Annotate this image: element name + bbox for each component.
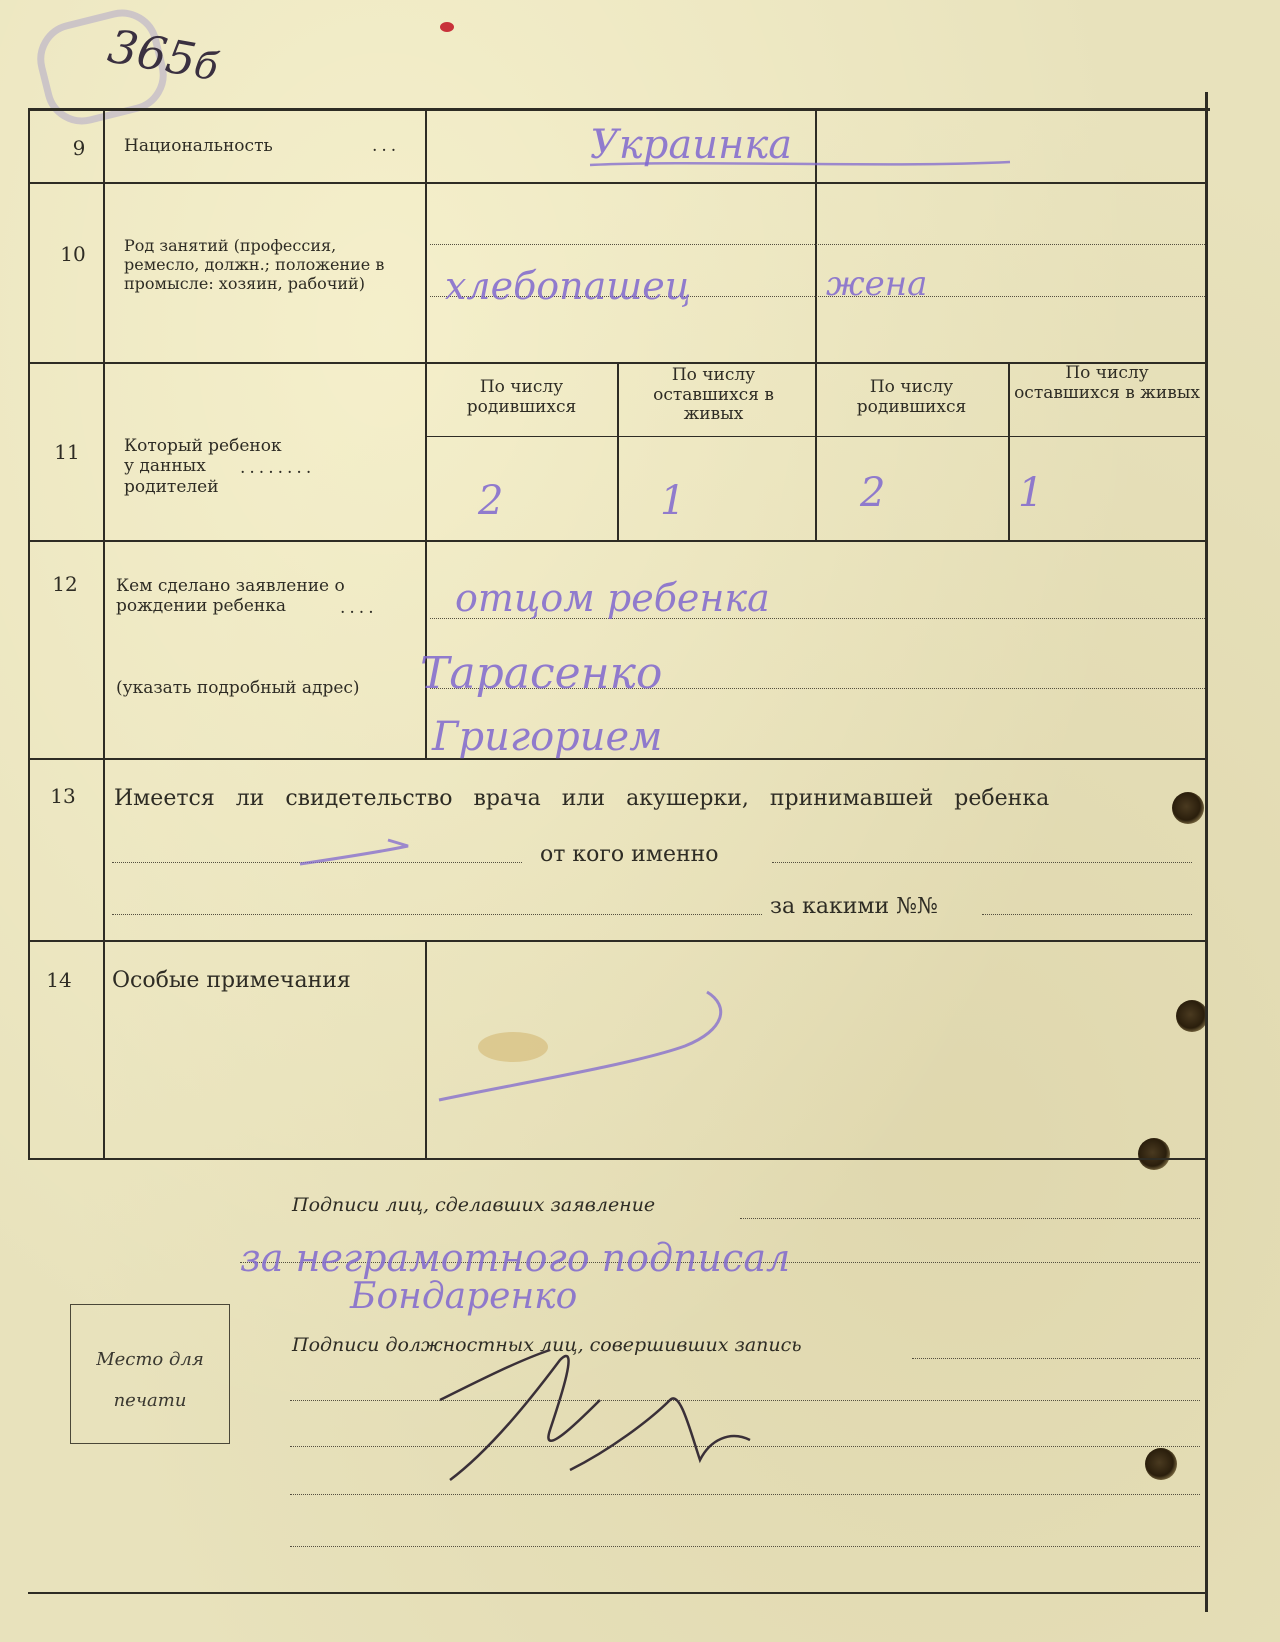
dash-stroke [300,838,420,868]
row-divider-9 [28,182,1208,184]
parent-column-divider [815,108,817,540]
dotted-line [112,914,762,915]
header-born-mother: По числу родившихся [856,377,967,417]
mother-occupation-value: жена [826,264,928,304]
dotted-line [740,1218,1200,1219]
dotted-line [430,244,1205,245]
row-divider-11 [28,540,1208,542]
row-12-number: 12 [52,572,78,596]
row-14-number: 14 [46,968,72,992]
sub-header-divider [425,436,1208,437]
seal-placeholder [70,1304,230,1444]
row-13-number: 13 [50,784,76,808]
row-11-number: 11 [54,440,80,464]
row-12-label: Кем сделано заявление о рождении ребенка [116,576,345,617]
born-count-mother: 2 [860,470,886,516]
header-born-father: По числу родившихся [466,377,577,417]
table-bottom-border [28,1592,1208,1594]
row-10-number: 10 [60,242,86,266]
punch-hole [1138,1138,1170,1170]
applicants-signature-value: за неграмотного подписал [240,1236,791,1280]
punch-hole [1176,1000,1208,1032]
punch-hole [1145,1448,1177,1480]
address-hint: (указать подробный адрес) [116,678,360,698]
table-top-border [28,108,1210,111]
row-13-label: Имеется ли свидетельство врача или акушерки, принимавшей ребенка [114,786,1050,811]
row-9-number: 9 [72,136,86,160]
row-12-dots: .... [340,598,378,618]
declarant-name: Григорием [432,714,663,760]
row-divider-14 [28,1158,1208,1160]
archive-page-number: 365б [104,18,222,90]
declarant-value: отцом ребенка [455,576,770,620]
sub-column-divider [1008,362,1010,540]
applicants-signature-label: Подписи лиц, сделавших заявление [292,1194,656,1216]
father-occupation-value: хлебопашец [445,264,692,308]
dotted-line [982,914,1192,915]
alive-count-mother: 1 [1018,470,1044,516]
table-left-border [28,108,30,1158]
alive-count-father: 1 [660,478,686,524]
row-9-dots: ... [372,136,401,156]
applicants-signature-name: Бондаренко [350,1276,578,1317]
label-column-divider-14 [425,940,427,1158]
dotted-line [772,862,1192,863]
numbers-label: за какими №№ [770,894,938,919]
officials-signature-label: Подписи должностных лиц, совершивших запись [292,1334,802,1356]
row-11-label: Который ребенок у данных родителей [124,436,282,497]
header-alive-mother: По числу оставшихся в живых [1014,363,1200,403]
dotted-line [290,1546,1200,1547]
born-count-father: 2 [478,478,504,524]
official-signature [430,1340,760,1500]
row-10-label: Род занятий (профессия, ремесло, должн.; положение в промысле: хозяин, рабочий) [124,236,385,294]
ink-speck [440,22,454,32]
header-alive-father: По числу оставшихся в живых [653,365,774,425]
table-right-border [1205,92,1208,1612]
underline-stroke [590,160,1010,170]
sub-column-divider [617,362,619,540]
dotted-line [912,1358,1200,1359]
declarant-surname: Тарасенко [420,648,663,699]
row-14-label: Особые примечания [112,968,351,993]
seal-text: Место для печати [96,1349,204,1412]
from-whom-label: от кого именно [540,842,719,867]
nationality-value: Украинка [590,122,793,168]
row-11-dots: ........ [240,458,316,478]
row-9-label: Национальность [124,136,273,156]
row-divider-13 [28,940,1208,942]
stain [478,1032,548,1062]
